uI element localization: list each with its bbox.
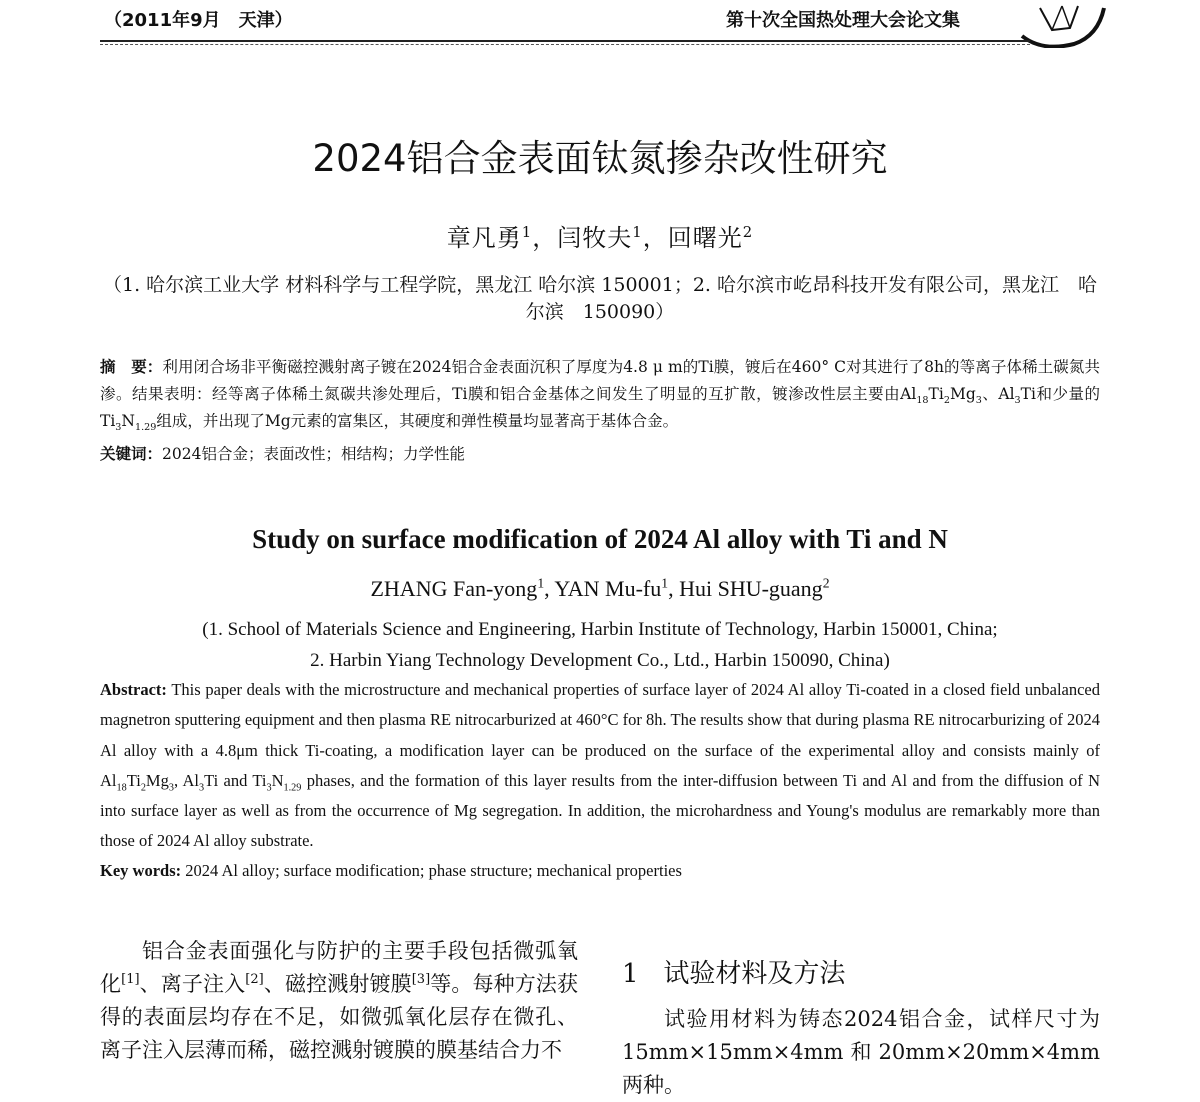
subscript: 2 bbox=[943, 395, 950, 407]
author-affiliation-mark: 2 bbox=[822, 575, 830, 591]
section-number: 1 bbox=[622, 959, 639, 989]
subscript: 3 bbox=[975, 395, 982, 407]
author-name: 闫牧夫 bbox=[557, 224, 633, 252]
formula-text: Al bbox=[998, 385, 1015, 403]
body-text: 铝合金表面强化与防护的主要手段包括微弧氧化 bbox=[100, 939, 578, 996]
body-paragraph: 试验用材料为铸态2024铝合金，试样尺寸为15mm×15mm×4mm和20mm×20mm×4mm两种。 bbox=[622, 1007, 1100, 1097]
running-header-date: （2011年9月 天津） bbox=[104, 10, 293, 31]
formula-text: Mg bbox=[949, 385, 976, 403]
abstract-text: 利用闭合场非平衡磁控溅射离子镀在2024铝合金表面沉积了厚度为4.8 μ m的Ti膜，镀后在460° C对其进行了8h的等离子体稀土碳氮共渗。结果表明：经等离子体稀土氮碳共渗处理后，Ti膜和铝合金基体之间发生了明显的互扩散，镀渗改性层主要由Al bbox=[100, 358, 1100, 403]
section-heading bbox=[622, 953, 845, 990]
subscript: 3 bbox=[266, 782, 272, 794]
subscript: 18 bbox=[116, 782, 127, 794]
subscript: 3 bbox=[115, 422, 122, 434]
english-keywords bbox=[100, 856, 1100, 886]
chinese-abstract bbox=[100, 353, 1100, 435]
abstract-text: This paper deals with the microstructure and mechanical properties of surface layer of 2024 Al alloy Ti-coated in a closed field unbalanced magnetron sputtering equipment and then plasma RE nitrocarburized at 460°C for 8h. The results show that during plasma RE nitrocarburizing of 2024 Al alloy with a 4.8μm thick Ti-coating, a modification layer can be produced on the surface of the experimental alloy and consists mainly of Al bbox=[100, 680, 1100, 790]
keywords-label: 关键词： bbox=[100, 444, 163, 463]
formula-text: Al bbox=[182, 770, 199, 790]
subscript: 2 bbox=[140, 782, 146, 794]
body-text: 、磁控溅射镀膜 bbox=[263, 972, 412, 996]
author-affiliation-mark: 1 bbox=[661, 575, 669, 591]
author-separator: ， bbox=[532, 224, 558, 252]
abstract-text: 和少量的Ti bbox=[100, 385, 1100, 430]
author-name: Hui SHU-guang bbox=[679, 576, 823, 601]
formula-text: N bbox=[271, 770, 284, 790]
english-authors bbox=[0, 576, 1200, 602]
affiliation-line: (1. School of Materials Science and Engineering, Harbin Institute of Technology, Harbin 150001, China; bbox=[202, 619, 998, 640]
chinese-title: 2024铝合金表面钛氮掺杂改性研究 bbox=[312, 137, 888, 180]
author-separator: ， bbox=[642, 224, 668, 252]
body-text: 等。每种方法获得的表面层均存在不足，如微弧氧化层存在微孔、离子注入层薄而稀，磁控溅射镀膜的膜基结合力不 bbox=[100, 972, 579, 1062]
subscript: 3 bbox=[1014, 395, 1021, 407]
formula-text: N bbox=[121, 412, 135, 430]
chinese-authors bbox=[0, 218, 1200, 253]
abstract-label: 摘 要： bbox=[100, 357, 163, 376]
formula-text: Mg bbox=[145, 770, 169, 790]
abstract-label: Abstract: bbox=[100, 680, 167, 699]
header-rule bbox=[100, 40, 1030, 42]
body-left-column bbox=[100, 935, 578, 1067]
affiliation-line: 2. Harbin Yiang Technology Development Co., Ltd., Harbin 150090, China) bbox=[310, 650, 890, 671]
english-abstract bbox=[100, 675, 1100, 857]
formula-separator: 、 bbox=[981, 385, 999, 403]
author-affiliation-mark: 2 bbox=[742, 223, 754, 241]
header-rule-dashed bbox=[100, 44, 1030, 45]
citation: [1] bbox=[121, 972, 140, 987]
formula-text: Ti bbox=[1020, 385, 1036, 403]
author-affiliation-mark: 1 bbox=[521, 223, 533, 241]
chinese-affiliation: （1. 哈尔滨工业大学 材料科学与工程学院，黑龙江 哈尔滨 150001；2. 哈尔滨市屹昂科技开发有限公司，黑龙江 哈尔滨 150090） bbox=[103, 274, 1097, 323]
keywords-text: 2024 Al alloy; surface modification; phase structure; mechanical properties bbox=[185, 861, 682, 880]
keywords-label: Key words: bbox=[100, 861, 182, 880]
subscript: 1.29 bbox=[283, 782, 302, 794]
chinese-keywords bbox=[100, 440, 1100, 468]
subscript: 1.29 bbox=[134, 422, 157, 434]
formula-text: Ti bbox=[928, 385, 944, 403]
citation: [2] bbox=[245, 972, 264, 987]
author-separator: , bbox=[668, 576, 680, 601]
author-separator: , bbox=[544, 576, 555, 601]
keywords-text: 2024铝合金；表面改性；相结构；力学性能 bbox=[162, 445, 465, 463]
author-affiliation-mark: 1 bbox=[632, 223, 643, 241]
formula-separator: , bbox=[173, 770, 183, 790]
author-name: 章凡勇 bbox=[446, 224, 522, 252]
abstract-text: 组成，并出现了Mg元素的富集区，其硬度和弹性模量均显著高于基体合金。 bbox=[156, 412, 679, 430]
author-name: ZHANG Fan-yong bbox=[370, 576, 538, 601]
running-header-proceedings: 第十次全国热处理大会论文集 bbox=[726, 10, 960, 31]
subscript: 3 bbox=[168, 782, 174, 794]
abstract-text: phases, and the formation of this layer results from the inter-diffusion between Ti and Al and from the diffusion of N into surface layer as well as from the occurrence of Mg segregation. In addition, the microhardness and Young's modulus are remarkably more than those of 2024 Al alloy substrate. bbox=[100, 770, 1100, 851]
subscript: 3 bbox=[199, 782, 205, 794]
abstract-text: Ti and Ti bbox=[204, 770, 267, 790]
author-affiliation-mark: 1 bbox=[537, 575, 545, 591]
body-text: 、离子注入 bbox=[139, 972, 246, 996]
english-title: Study on surface modification of 2024 Al alloy with Ti and N bbox=[252, 524, 948, 554]
section-title: 试验材料及方法 bbox=[663, 959, 846, 989]
author-name: YAN Mu-fu bbox=[554, 576, 662, 601]
body-paragraph bbox=[100, 935, 578, 1067]
formula-text: Ti bbox=[126, 770, 141, 790]
citation: [3] bbox=[411, 972, 431, 987]
subscript: 18 bbox=[916, 395, 929, 407]
english-affiliation bbox=[100, 614, 1100, 676]
author-name: 回曙光 bbox=[667, 224, 743, 252]
body-right-column bbox=[622, 1003, 1100, 1102]
